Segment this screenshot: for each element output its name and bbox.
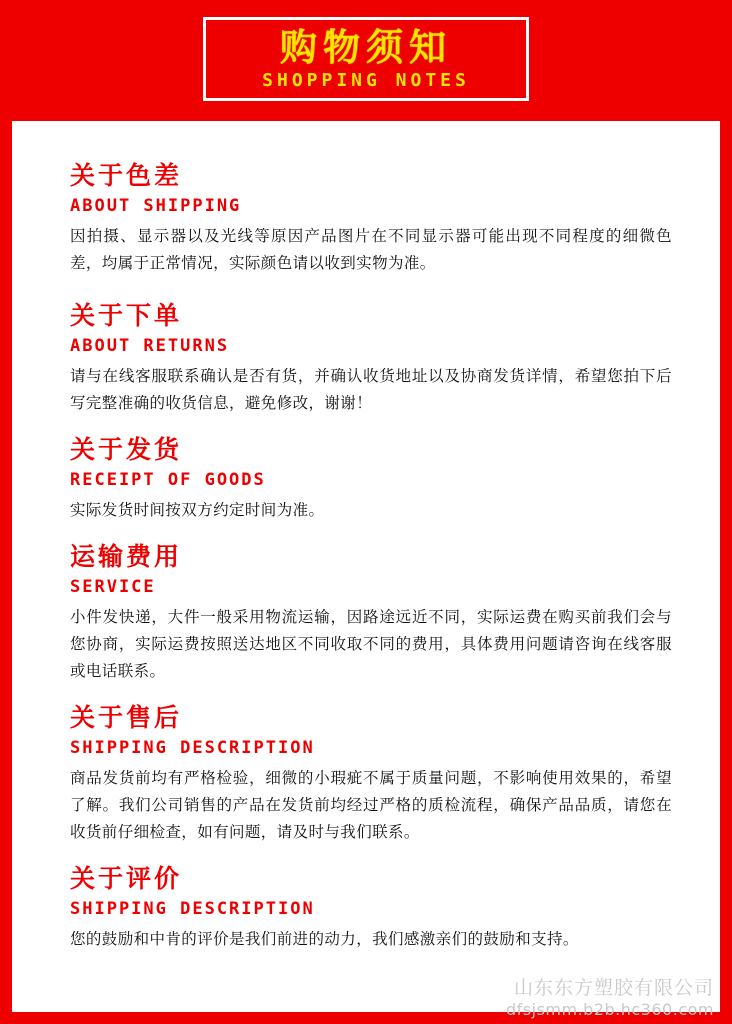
title-box (203, 17, 529, 101)
section-body: 请与在线客服联系确认是否有货，并确认收货地址以及协商发货详情，希望您拍下后写完整准确的收货信息，避免修改，谢谢！ (70, 367, 672, 412)
section-heading-cn: 关于评价 (70, 864, 183, 893)
section-body: 小件发快递，大件一般采用物流运输，因路途远近不同，实际运费在购买前我们会与您协商，实际运费按照送达地区不同收取不同的费用，具体费用问题请咨询在线客服或电话联系。 (70, 608, 672, 680)
section-heading-cn: 关于发货 (70, 435, 183, 464)
section-after-sales (70, 701, 672, 846)
section-heading-en: SERVICE (70, 577, 156, 597)
section-heading-en: ABOUT RETURNS (70, 336, 230, 356)
page-title-cn: 购物须知 (280, 26, 452, 69)
watermark-site: dfsjsmm.b2b.hc360.com (506, 1000, 714, 1019)
section-heading-cn: 运输费用 (70, 542, 183, 571)
section-heading-en: SHIPPING DESCRIPTION (70, 899, 315, 919)
section-shipping-fee (70, 540, 672, 685)
section-body: 您的鼓励和中肯的评价是我们前进的动力，我们感激亲们的鼓励和支持。 (70, 930, 579, 948)
section-body: 实际发货时间按双方约定时间为准。 (70, 501, 325, 519)
watermark-company: 山东东方塑胶有限公司 (513, 977, 714, 999)
section-color-difference (70, 159, 672, 277)
section-body: 因拍摄、显示器以及光线等原因产品图片在不同显示器可能出现不同程度的细微色差，均属于正常情况，实际颜色请以收到实物为准。 (70, 227, 672, 272)
page-title-en: SHOPPING NOTES (262, 70, 470, 91)
section-heading-cn: 关于售后 (70, 703, 183, 732)
section-reviews (70, 862, 672, 953)
section-heading-cn: 关于色差 (70, 161, 183, 190)
section-body: 商品发货前均有严格检验，细微的小瑕疵不属于质量问题，不影响使用效果的，希望了解。我们公司销售的产品在发货前均经过严格的质检流程，确保产品品质，请您在收货前仔细检查，如有问题，请及时与我们联系。 (70, 769, 672, 841)
section-heading-en: RECEIPT OF GOODS (70, 470, 266, 490)
section-heading-en: ABOUT SHIPPING (70, 196, 242, 216)
section-ordering (70, 299, 672, 417)
section-heading-en: SHIPPING DESCRIPTION (70, 738, 315, 758)
section-delivery (70, 433, 672, 524)
section-heading-cn: 关于下单 (70, 301, 183, 330)
header-banner (0, 0, 732, 118)
content-panel (12, 121, 720, 1012)
